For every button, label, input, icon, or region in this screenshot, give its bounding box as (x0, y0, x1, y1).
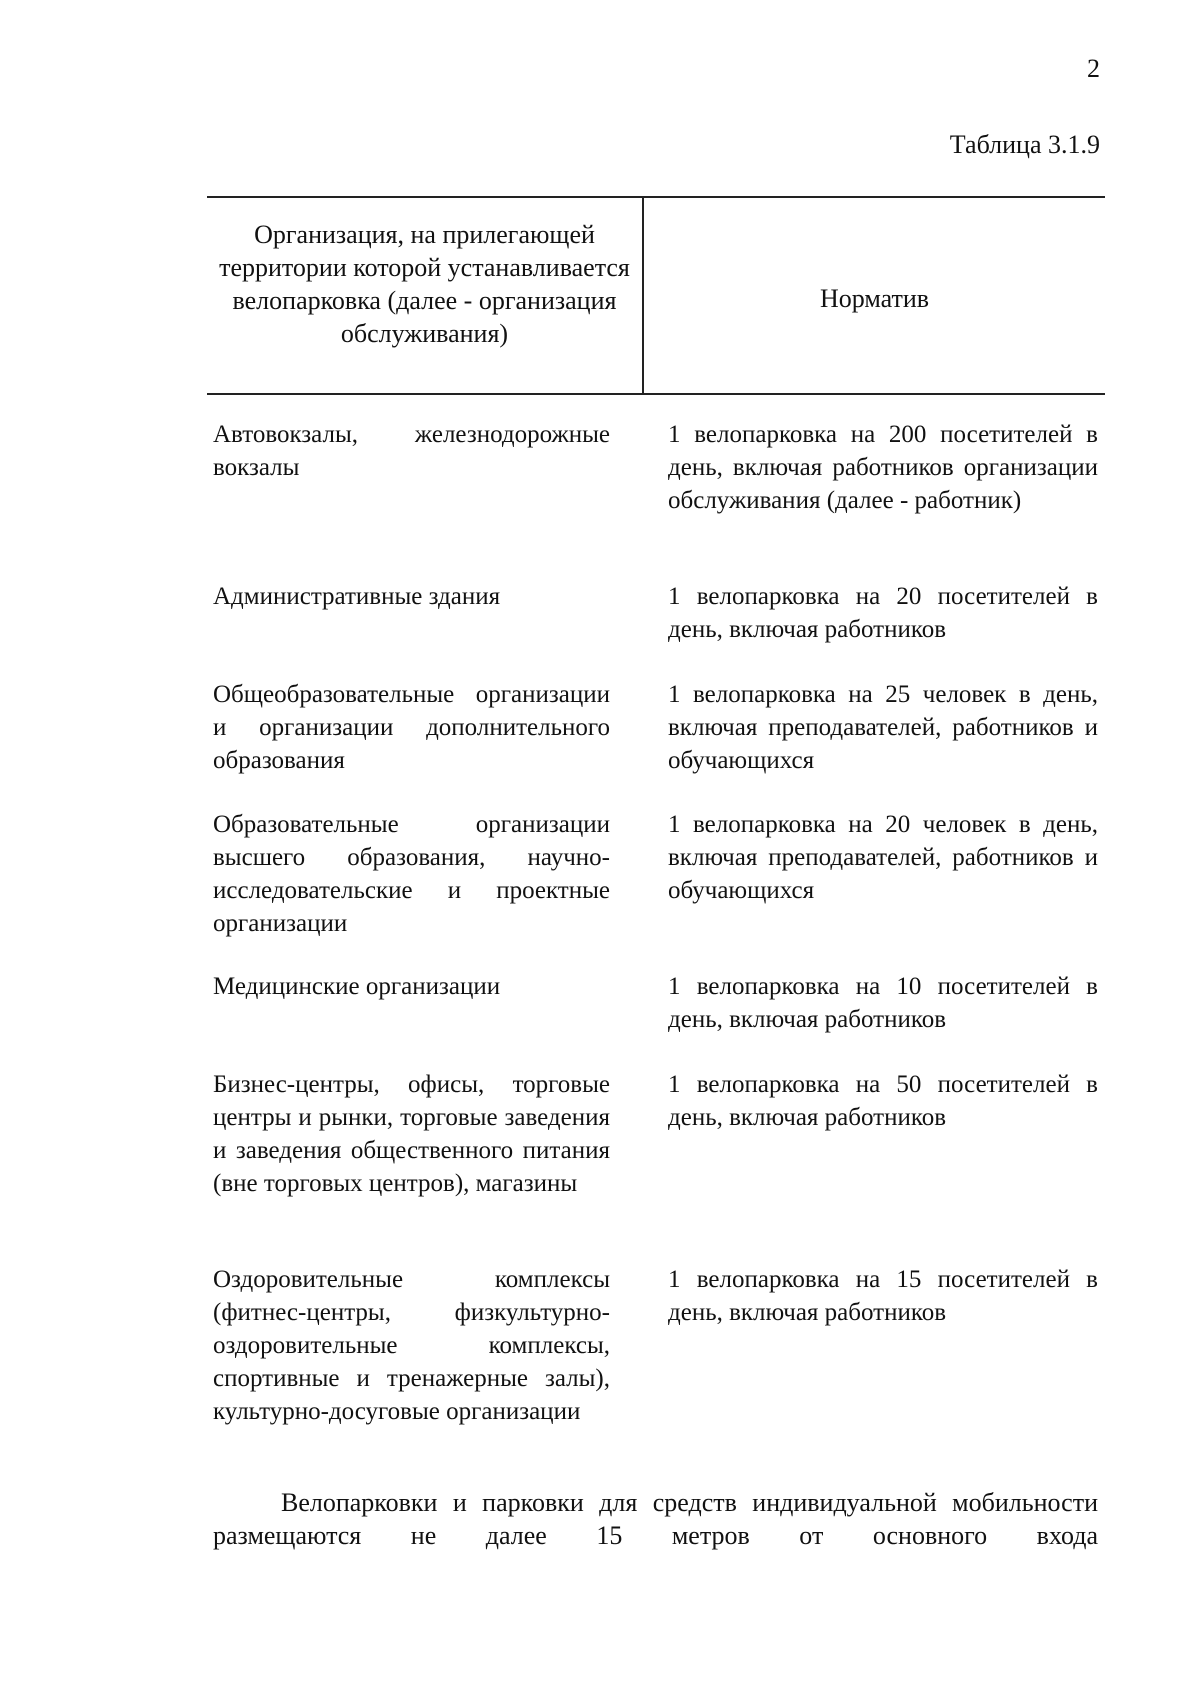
organization-cell: Автовокзалы, железнодорожные вокзалы (213, 421, 610, 481)
norm-cell: 1 велопарковка на 50 посетителей в день, включая работников (668, 1071, 1098, 1131)
page-number: 2 (1087, 54, 1100, 83)
norm-cell: 1 велопарковка на 25 человек в день, включая преподавателей, работников и обучающихся (668, 681, 1098, 774)
norm-cell: 1 велопарковка на 15 посетителей в день, включая работников (668, 1266, 1098, 1326)
table-top-rule (207, 196, 1105, 198)
table-header-rule (207, 393, 1105, 395)
organization-cell: Бизнес-центры, офисы, торговые центры и рынки, торговые заведения и заведения общественного питания (вне торговых центров), магазины (213, 1071, 610, 1197)
norm-cell: 1 велопарковка на 20 человек в день, включая преподавателей, работников и обучающихся (668, 811, 1098, 904)
norm-cell: 1 велопарковка на 10 посетителей в день, включая работников (668, 973, 1098, 1033)
organization-cell: Образовательные организации высшего образования, научно-исследовательские и проектные организации (213, 811, 610, 937)
body-paragraph: Велопарковки и парковки для средств индивидуальной мобильности размещаются не далее 15 метров от основного входа (213, 1488, 1098, 1550)
header-organization: Организация, на прилегающей территории которой устанавливается велопарковка (далее - организация обслуживания) (219, 220, 630, 348)
organization-cell: Общеобразовательные организации и организации дополнительного образования (213, 681, 610, 774)
header-norm: Норматив (819, 284, 930, 313)
table-caption: Таблица 3.1.9 (949, 130, 1100, 159)
organization-cell: Медицинские организации (213, 973, 501, 1000)
norm-cell: 1 велопарковка на 20 посетителей в день, включая работников (668, 583, 1098, 643)
organization-cell: Административные здания (213, 583, 501, 610)
norm-cell: 1 велопарковка на 200 посетителей в день, включая работников организации обслуживания (далее - работник) (668, 421, 1098, 514)
organization-cell: Оздоровительные комплексы (фитнес-центры, физкультурно-оздоровительные комплексы, спортивные и тренажерные залы), культурно-досуговые организации (213, 1266, 610, 1425)
